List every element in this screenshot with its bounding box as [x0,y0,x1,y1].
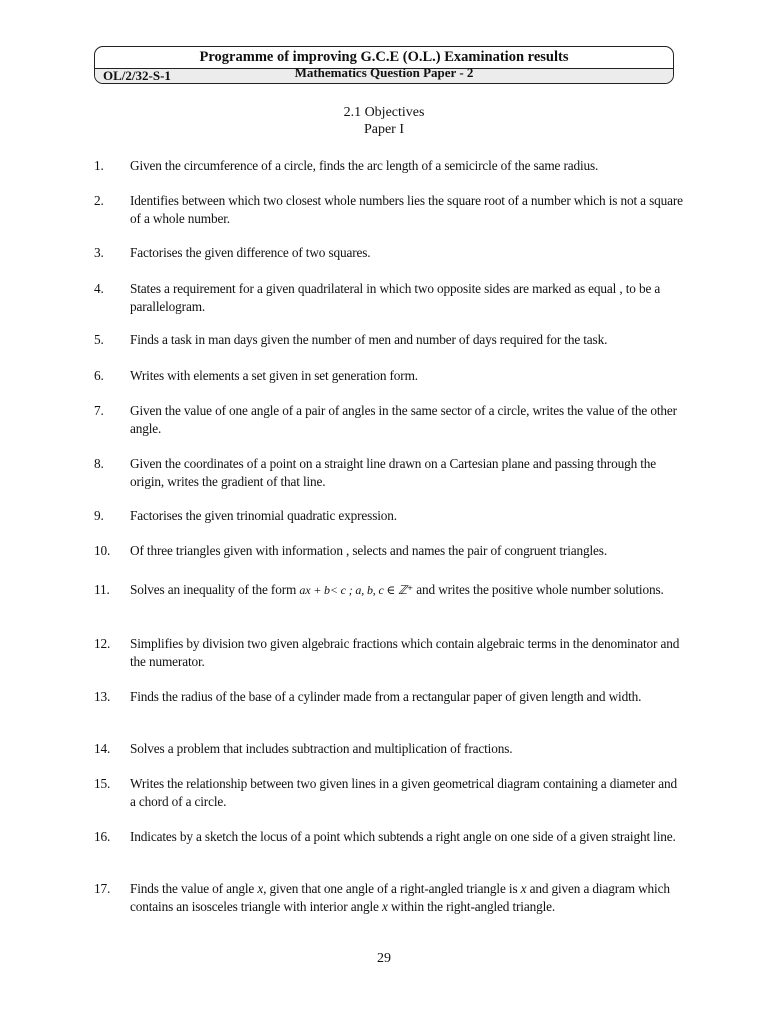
item-text: Identifies between which two closest whole numbers lies the square root of a number which is not a square of a whole number. [130,193,683,226]
paper-label: Paper I [363,122,405,137]
objective-item [94,688,684,706]
objective-item [94,331,684,349]
objective-item [94,542,684,560]
item-number: 12. [94,636,111,651]
item-text: States a requirement for a given quadrilateral in which two opposite sides are marked as equal , to be a parallelogram. [130,281,661,314]
variable-x: x, [257,881,267,896]
item-text: Factorises the given difference of two squares. [130,245,371,260]
programme-title: Programme of improving G.C.E (O.L.) Examination results [199,49,569,65]
item-number: 4. [94,281,104,296]
item-text: Of three triangles given with information , selects and names the pair of congruent triangles. [130,543,607,558]
paper-subtitle: Mathematics Question Paper - 2 [294,65,474,80]
item-text: Given the coordinates of a point on a straight line drawn on a Cartesian plane and passing through the origin, writes the gradient of that line. [130,456,657,489]
item-number: 14. [94,741,111,756]
item-number: 3. [94,245,104,260]
objective-item [94,775,684,810]
item-text-part: and given a diagram which contains an isosceles triangle with interior angle [130,881,670,914]
section-heading: 2.1 Objectives [343,105,425,120]
item-text-part: given that one angle of a right-angled triangle is [266,881,521,896]
item-number: 11. [94,582,110,597]
item-text [130,880,684,915]
item-text-part: within the right-angled triangle. [387,898,556,914]
item-number: 16. [94,829,111,844]
item-text: Finds the radius of the base of a cylinder made from a rectangular paper of given length and width. [130,689,642,704]
objective-item [94,402,684,437]
item-text: Solves a problem that includes subtraction and multiplication of fractions. [130,741,513,756]
objective-item [94,580,684,600]
objective-item [94,157,684,175]
item-number: 13. [94,689,111,704]
header-band [95,65,673,84]
item-number: 5. [94,332,104,347]
item-number: 7. [94,403,104,418]
objective-item [94,455,684,490]
item-number: 10. [94,543,111,558]
objective-item [94,192,684,227]
item-number: 8. [94,456,104,471]
item-text: Writes with elements a set given in set generation form. [130,368,418,383]
header-box [94,46,674,84]
item-number: 17. [94,881,111,896]
objective-item [94,507,684,525]
item-number: 2. [94,193,104,208]
objective-item [94,367,684,385]
page-number: 29 [377,951,391,966]
item-text: Simplifies by division two given algebraic fractions which contain algebraic terms in the denominator and the numerator. [130,636,680,669]
item-text-before: Solves an inequality of the form [130,582,300,597]
item-text: Indicates by a sketch the locus of a point which subtends a right angle on one side of a given straight line. [130,829,676,844]
item-number: 1. [94,158,104,173]
variable-x: x [520,881,527,896]
objective-item [94,880,684,915]
objective-item [94,244,684,262]
item-number: 6. [94,368,104,383]
item-text [130,580,684,600]
item-text-part: Finds the value of angle [130,881,258,896]
objective-item [94,740,684,758]
objective-item [94,828,684,846]
item-text: Writes the relationship between two given lines in a given geometrical diagram containing a diameter and a chord of a circle. [130,776,677,809]
item-text-after: and writes the positive whole number solutions. [413,582,664,597]
item-number: 9. [94,508,104,523]
objective-item [94,280,684,315]
item-text: Finds a task in man days given the number of men and number of days required for the task. [130,332,608,347]
paper-code: OL/2/32-S-1 [103,68,171,83]
item-text: Given the circumference of a circle, finds the arc length of a semicircle of the same radius. [130,158,599,173]
item-number: 15. [94,776,111,791]
item-text: Given the value of one angle of a pair of angles in the same sector of a circle, writes the value of the other angle. [130,403,677,436]
inequality-expression: ax + b< c ; a, b, c ∈ ℤ⁺ [299,583,414,597]
item-text: Factorises the given trinomial quadratic expression. [130,508,397,523]
objective-item [94,635,684,670]
variable-x: x [381,898,388,914]
